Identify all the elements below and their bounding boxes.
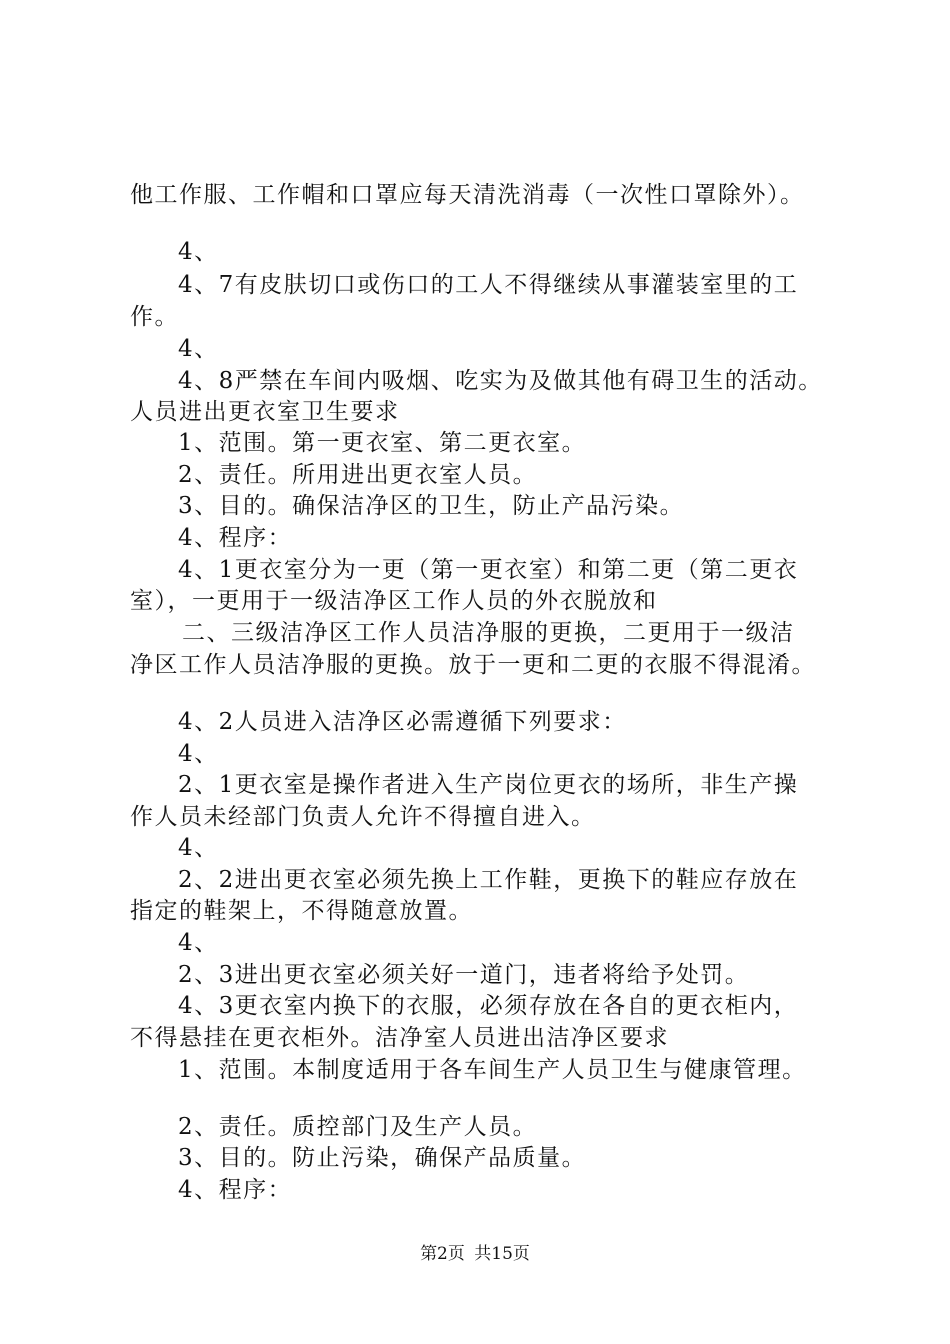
section-heading: 人员进出更衣室卫生要求: [130, 399, 400, 425]
text-line: 4、7有皮肤切口或伤口的工人不得继续从事灌装室里的工: [178, 272, 799, 298]
text-line: 二、三级洁净区工作人员洁净服的更换，二更用于一级洁: [182, 620, 795, 646]
text-line: 3、目的。确保洁净区的卫生，防止产品污染。: [178, 493, 685, 519]
text-line: 4、1更衣室分为一更（第一更衣室）和第二更（第二更衣: [178, 557, 799, 583]
text-line: 2、责任。质控部门及生产人员。: [178, 1114, 538, 1140]
text-line: 1、范围。第一更衣室、第二更衣室。: [178, 430, 587, 456]
text-line: 2、1更衣室是操作者进入生产岗位更衣的场所，非生产操: [178, 772, 799, 798]
text-line: 4、2人员进入洁净区必需遵循下列要求：: [178, 709, 627, 735]
text-line: 不得悬挂在更衣柜外。洁净室人员进出洁净区要求: [130, 1025, 669, 1051]
text-line: 4、8严禁在车间内吸烟、吃实为及做其他有碍卫生的活动。: [178, 368, 823, 394]
text-line: 4、程序：: [178, 1177, 293, 1203]
page-footer: [0, 1243, 950, 1265]
text-line: 2、3进出更衣室必须关好一道门，违者将给予处罚。: [178, 962, 750, 988]
text-line: 4、程序：: [178, 525, 293, 551]
text-line: 4、: [178, 930, 219, 956]
text-line: 4、: [178, 835, 219, 861]
text-line: 2、责任。所用进出更衣室人员。: [178, 462, 538, 488]
text-line: 作。: [130, 304, 179, 330]
text-line: 他工作服、工作帽和口罩应每天清洗消毒（一次性口罩除外）。: [130, 182, 805, 208]
text-line: 作人员未经部门负责人允许不得擅自进入。: [130, 804, 596, 830]
text-line: 4、: [178, 239, 219, 265]
text-line: 指定的鞋架上，不得随意放置。: [130, 898, 473, 924]
page-total: 共15页: [474, 1244, 530, 1264]
text-line: 3、目的。防止污染，确保产品质量。: [178, 1145, 587, 1171]
text-line: 4、: [178, 741, 219, 767]
text-line: 4、3更衣室内换下的衣服，必须存放在各自的更衣柜内，: [178, 993, 799, 1019]
text-line: 室），一更用于一级洁净区工作人员的外衣脱放和: [130, 588, 658, 614]
text-line: 净区工作人员洁净服的更换。放于一更和二更的衣服不得混淆。: [130, 652, 816, 678]
text-line: 4、: [178, 336, 219, 362]
text-line: 1、范围。本制度适用于各车间生产人员卫生与健康管理。: [178, 1057, 807, 1083]
text-line: 2、2进出更衣室必须先换上工作鞋，更换下的鞋应存放在: [178, 867, 799, 893]
page-number: 第2页: [420, 1244, 465, 1264]
